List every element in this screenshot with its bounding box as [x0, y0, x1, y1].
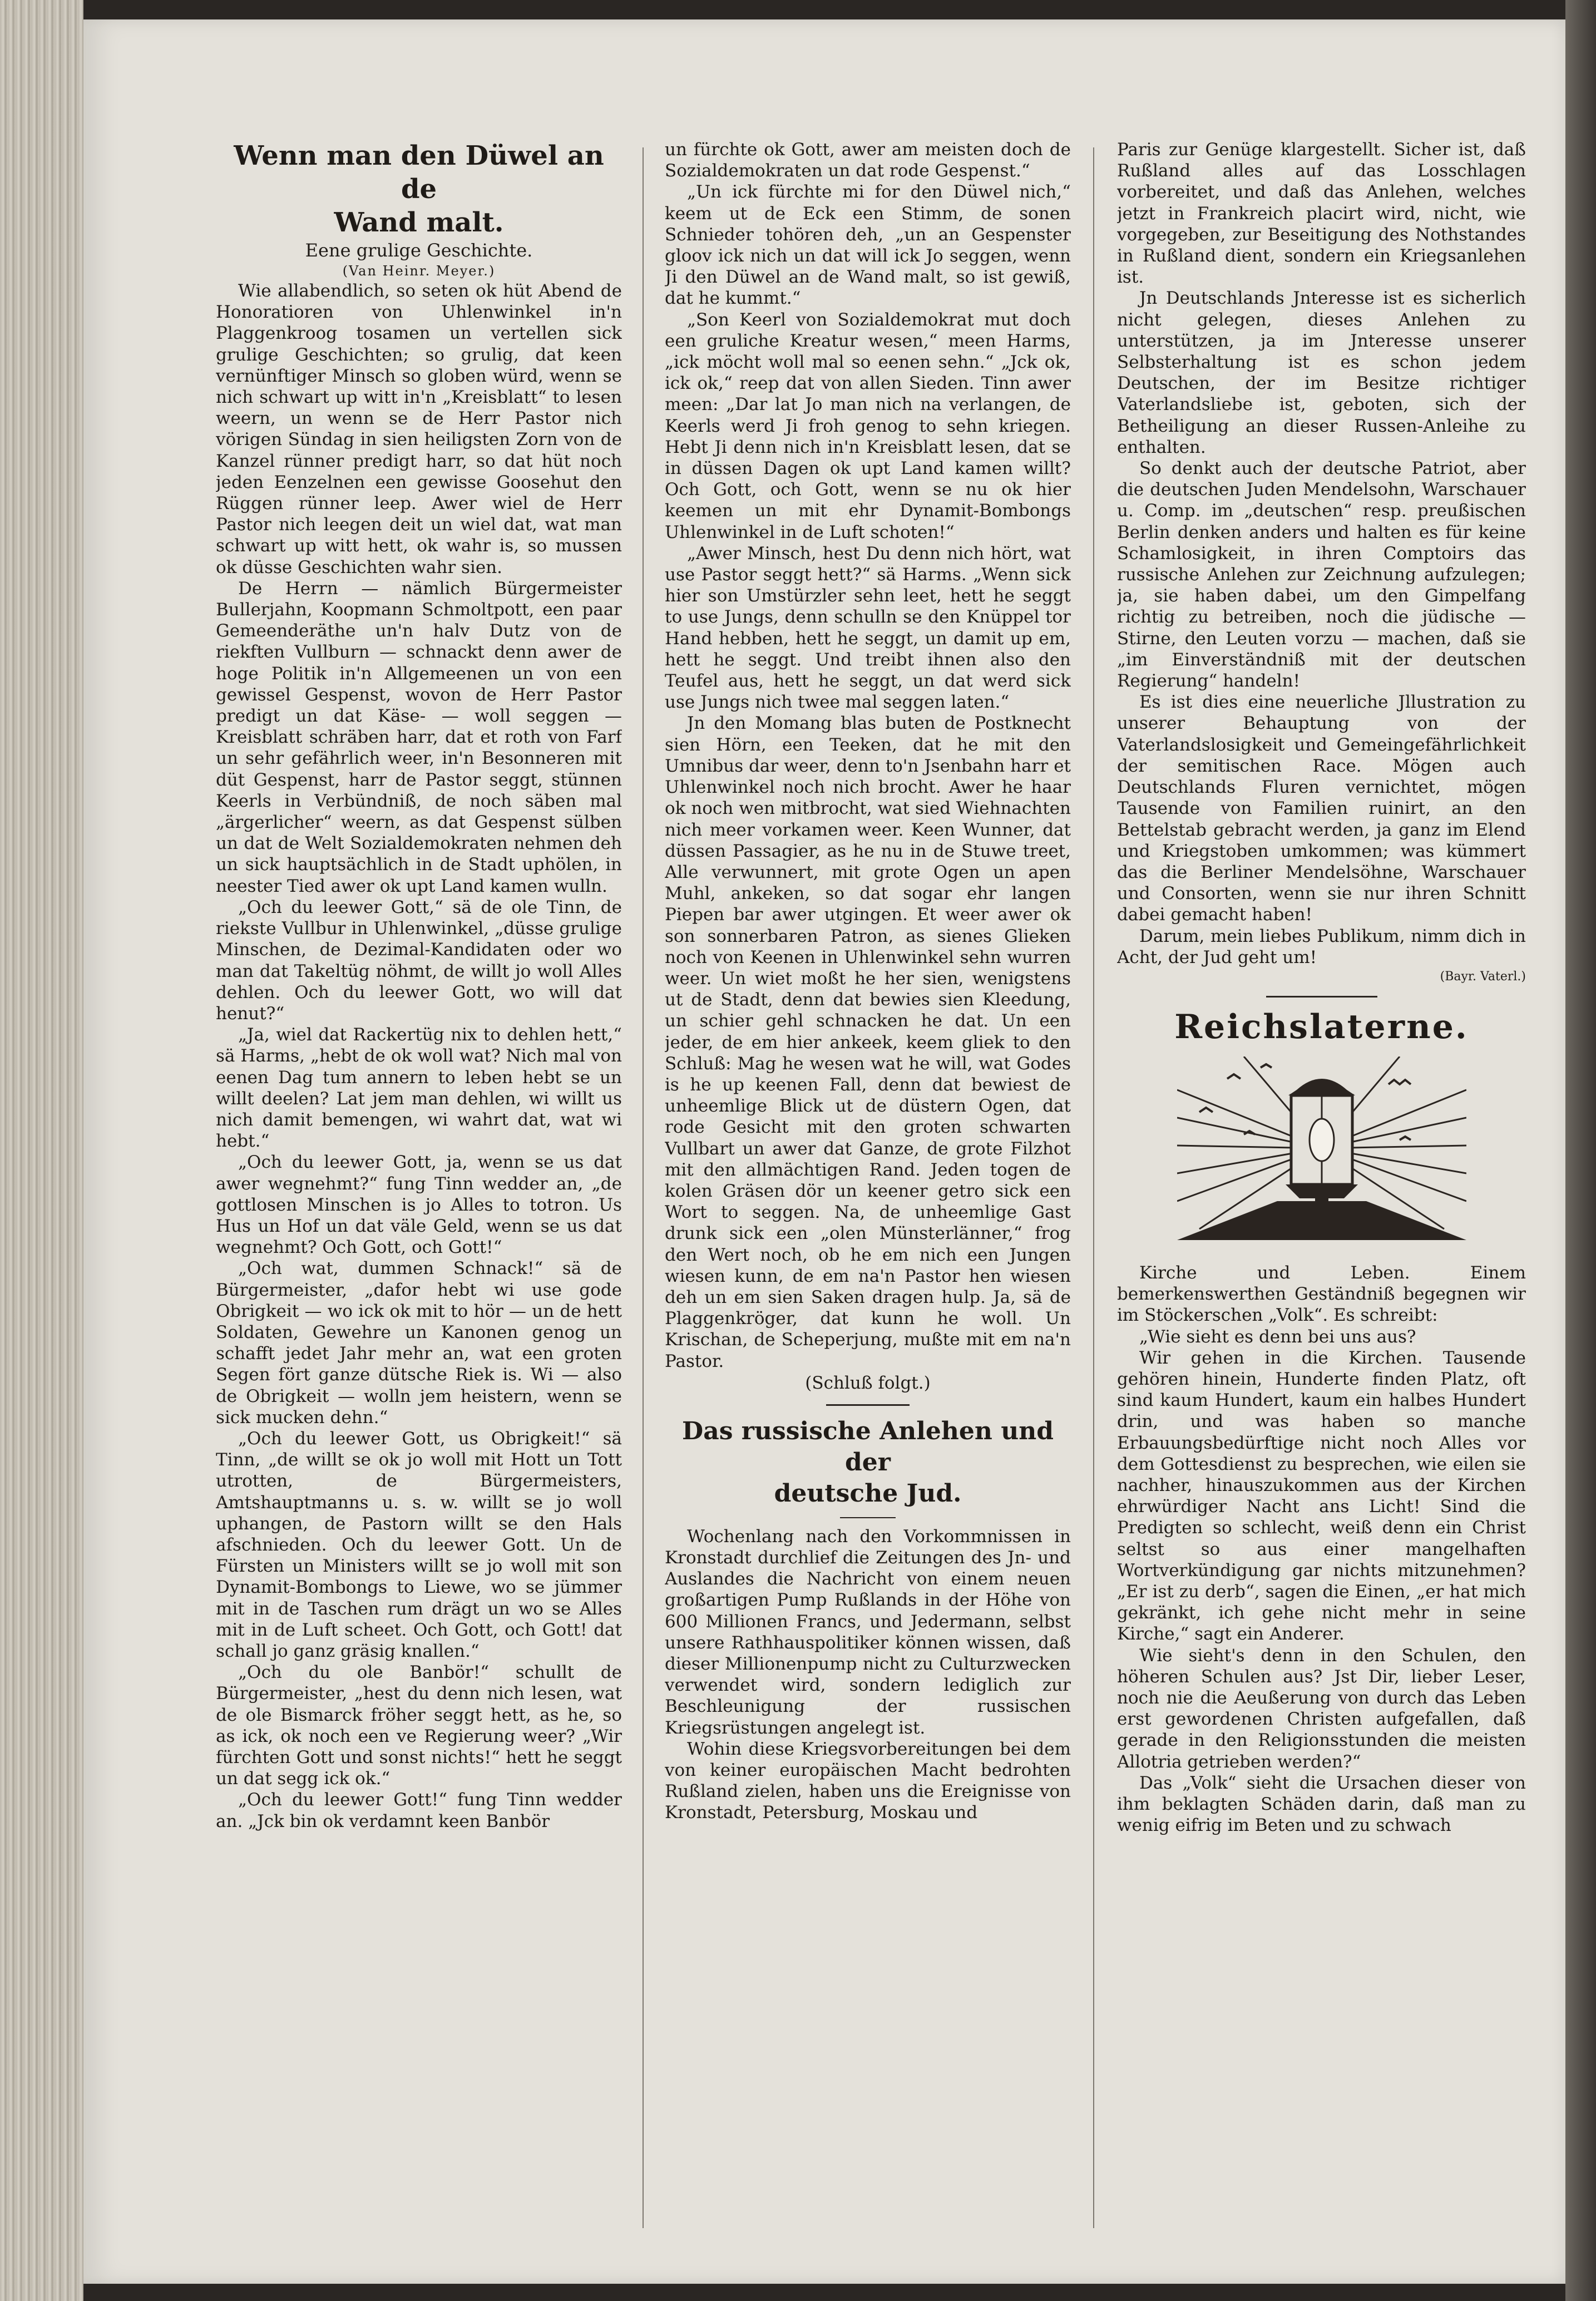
paragraph: „Son Keerl von Sozialdemokrat mut doch een gruliche Kreatur wesen,“ meen Harms, „ick möcht woll mal so eenen sehn.“ „Jck ok, ick ok,“ reep dat von allen Sieden. Tinn awer meen: „Dar lat Jo man nich na verlangen, de Keerls werd Ji froh genog to sehn kriegen. Hebt Ji denn nich in'n Kreisblatt lesen, dat se in düssen Dagen ok upt Land kamen willt? Och Gott, och Gott, wenn se nu ok hier keemen un mit ehr Dynamit-Bombongs Uhlenwinkel in de Luft schoten!“	[665, 309, 1071, 542]
paragraph: Paris zur Genüge klargestellt. Sicher ist, daß Rußland alles auf das Losschlagen vorbereitet, und daß das Anlehen, welches jetzt in Frankreich placirt wird, nicht, wie vorgegeben, zur Beseitigung des Nothstandes in Rußland dient, sondern ein Kriegsanlehen ist.	[1117, 140, 1526, 288]
newspaper-page	[83, 19, 1565, 2284]
paragraph: „Och du ole Banbör!“ schullt de Bürgermeister, „hest du denn nich lesen, wat de ole Bismarck fröher seggt hett, as he, so as ick, ok noch een ve Regierung weer? „Wir fürchten Gott und sonst nichts!“ hett he seggt un dat segg ick ok.“	[216, 1662, 622, 1789]
book-spine-shadow	[1565, 0, 1596, 2301]
paragraph: Kirche und Leben. Einem bemerkenswerthen Geständniß begegnen wir im Stöckerschen „Volk“. Es schreibt:	[1117, 1262, 1526, 1326]
section-divider	[840, 1517, 896, 1518]
section-divider	[826, 1404, 910, 1406]
paragraph: „Och du leewer Gott,“ sä de ole Tinn, de riekste Vullbur in Uhlenwinkel, „düsse grulige Minschen, de Dezimal-Kandidaten oder wo man dat Takeltüg nöhmt, de willt jo woll Alles dehlen. Och du leewer Gott, wo will dat henut?“	[216, 897, 622, 1024]
book-page-edges	[0, 0, 83, 2301]
paragraph: Wochenlang nach den Vorkommnissen in Kronstadt durchlief die Zeitungen des Jn- und Auslandes die Nachricht von einem neuen großartigen Pump Rußlands in der Höhe von 600 Millionen Francs, und Jedermann, selbst unsere Rathhauspolitiker können wissen, daß dieser Millionenpump nicht zu Culturzwecken verwendet wird, sondern lediglich zur Beschleunigung der russischen Kriegsrüstungen angelegt ist.	[665, 1526, 1071, 1738]
lantern-illustration	[1177, 1056, 1466, 1240]
paragraph: Darum, mein liebes Publikum, nimm dich in Acht, der Jud geht um!	[1117, 926, 1526, 967]
column-1	[216, 139, 622, 2231]
paragraph: „Och du leewer Gott, us Obrigkeit!“ sä Tinn, „de willt se ok jo woll mit Hott un Tott utrotten, de Bürgermeisters, Amtshauptmanns u. s. w. willt se jo woll uphangen, de Pastorn willt se den Hals afschnieden. Och du leewer Gott. Un de Fürsten un Ministers willt se jo woll mit son Dynamit-Bombongs to Liewe, wo se jümmer mit in de Taschen rum drägt un wo se Alles mit in de Luft scheet. Och Gott, och Gott! dat schall jo ganz gräsig knallen.“	[216, 1428, 622, 1661]
article-title-line: Das russische Anlehen und der	[682, 1416, 1054, 1477]
paragraph: Jn den Momang blas buten de Postknecht sien Hörn, een Teeken, dat he mit den Umnibus dar weer, denn to'n Jsenbahn harr et Uhlenwinkel noch nich brocht. Awer he haar ok noch wen mitbrocht, wat sied Wiehnachten nich meer vorkamen weer. Keen Wunner, dat düssen Passagier, as he nu in de Stuwe treet, Alle verwunnert, mit grote Ogen un apen Muhl, ankeken, so dat sogar ehr langen Piepen bar awer utgingen. Et weer awer ok son sonnerbaren Patron, as sienes Glieken noch von Keenen in Uhlenwinkel sehn wurren weer. Un wiet moßt he her sien, wenigstens ut de Stadt, denn dat bewies sien Kleedung, un schier gehl schnacken he dat. Un een jeder, de em hier ankeek, keem gliek to den Schluß: Mag he wesen wat he will, wat Godes is he up keenen Fall, denn dat bewiest de unheemlige Blick ut de düstern Ogen, dat rode Gesicht mit den groten schwarten Vullbart un awer dat Ganze, de grote Filzhot mit den allmächtigen Rand. Jeden togen de kolen Gräsen dör un keener getro sick een Wort to seggen. Na, de unheemlige Gast drunk sick een „olen Münsterlänner,“ frog den Wert noch, ob he em nich een Jungen wiesen kunn, de em na'n Pastor hen wiesen deh un em sien Saken dragen hulp. Ja, sä de Plaggenkröger, dat kunn he woll. Un Krischan, de Scheperjung, mußte mit em na'n Pastor.	[665, 713, 1071, 1371]
paragraph: Wie sieht's denn in den Schulen, den höheren Schulen aus? Jst Dir, lieber Leser, noch nie die Aeußerung von durch das Leben erst gewordenen Christen aufgefallen, daß gerade in den Religionsstunden die meisten Allotria getrieben werden?“	[1117, 1645, 1526, 1772]
column-2	[665, 139, 1071, 2231]
article-title	[665, 1416, 1071, 1509]
section-title: Reichslaterne.	[1174, 1007, 1469, 1046]
article-title	[216, 139, 622, 239]
paragraph: „Awer Minsch, hest Du denn nich hört, wat use Pastor seggt hett?“ sä Harms. „Wenn sick hier son Umstürzler sehn leet, hett he seggt to use Jungs, denn schulln se den Knüppel tor Hand hebben, hett he seggt, un damit up em, hett he seggt. Und treibt ihnen also den Teufel aus, hett he seggt, un dat werd sick use Jungs nich twee mal seggen laten.“	[665, 543, 1071, 713]
article-subtitle: Eene grulige Geschichte.	[305, 240, 533, 261]
article-title-line: Wenn man den Düwel an de	[234, 140, 604, 205]
paragraph: „Och du leewer Gott!“ fung Tinn wedder an. „Jck bin ok verdamnt keen Banbör	[216, 1790, 622, 1831]
paragraph: Das „Volk“ sieht die Ursachen dieser von ihm beklagten Schäden darin, daß man zu wenig eifrig im Beten und zu schwach	[1117, 1772, 1526, 1836]
article-title-line: Wand malt.	[334, 207, 504, 238]
source-citation: (Bayr. Vaterl.)	[1440, 969, 1526, 984]
column-3	[1117, 139, 1526, 2231]
paragraph: De Herrn — nämlich Bürgermeister Bullerjahn, Koopmann Schmoltpott, een paar Gemeenderäthe un'n halv Dutz von de riekften Vullburn — schnackt denn awer de hoge Politik in'n Allgemeenen un von een gewissel Gespenst, wovon de Herr Pastor predigt un dat Käse- — woll seggen — Kreisblatt schräben harr, dat et roth von Farf un sehr gefährlich weer, in'n Besonneren mit düt Gespenst, harr de Pastor seggt, stünnen Keerls in Verbündniß, de noch säben mal „ärgerlicher“ weern, as dat Gespenst sülben un dat de Welt Sozialdemokraten nehmen deh un sick hauptsächlich in de Stadt uphölen, in neester Tied awer ok upt Land kamen wulln.	[216, 578, 622, 896]
paragraph: Es ist dies eine neuerliche Jllustration zu unserer Behauptung von der Vaterlandslosigkeit und Gemeingefährlichkeit der semitischen Race. Mögen auch Deutschlands Fluren vernichtet, mögen Tausende von Familien ruinirt, an den Bettelstab gebracht werden, ja ganz im Elend und Kriegstoben umkommen; was kümmert das die Berliner Mendelsöhne, Warschauer und Consorten, wenn sie nur ihren Schnitt dabei gemacht haben!	[1117, 692, 1526, 925]
column-rule	[643, 147, 644, 2228]
paragraph: un fürchte ok Gott, awer am meisten doch de Sozialdemokraten un dat rode Gespenst.“	[665, 140, 1071, 181]
paragraph: „Un ick fürchte mi for den Düwel nich,“ keem ut de Eck een Stimm, de sonen Schnieder tohören deh, „un an Gespenster gloov ick nich un dat will ick Jo seggen, wenn Ji den Düwel an de Wand malt, so ist gewiß, dat he kummt.“	[665, 182, 1071, 309]
paragraph: Wie allabendlich, so seten ok hüt Abend de Honoratioren von Uhlenwinkel in'n Plaggenkroog tosamen un vertellen sick grulige Geschichten; so grulig, dat keen vernünftiger Minsch so globen würd, wenn se nich schwart up witt in'n „Kreisblatt“ to lesen weern, un wenn se de Herr Pastor nich vörigen Sündag in sien heiligsten Zorn von de Kanzel rünner predigt harr, so dat hüt noch jeden Eenzelnen een gewisse Goosehut den Rüggen rünner leep. Awer wiel de Herr Pastor nich leegen deit un wiel dat, wat man schwart up witt hett, ok wahr is, so mussen ok düsse Geschichten wahr sien.	[216, 281, 622, 577]
column-rule	[1093, 147, 1094, 2228]
section-divider	[1266, 996, 1377, 998]
paragraph: Wir gehen in die Kirchen. Tausende gehören hinein, Hunderte finden Platz, oft sind kaum Hundert, kaum ein halbes Hundert drin, und was haben so manche Erbauungsbedürftige nicht noch Alles vor dem Gottesdienst zu besprechen, wie eilen sie nachher, hinauszukommen aus der Kirchen ehrwürdiger Nacht ans Licht! Sind die Predigten so schlecht, weiß denn ein Christ seltst so aus einer mangelhaften Wortverkündigung gar nichts mitzunehmen? „Er ist zu derb“, sagen die Einen, „er hat mich gekränkt, ich gehe nicht mehr in seine Kirche,“ sagt ein Anderer.	[1117, 1347, 1526, 1645]
paragraph: „Ja, wiel dat Rackertüg nix to dehlen hett,“ sä Harms, „hebt de ok woll wat? Nich mal von eenen Dag tum annern to leben hebt se un willt deelen? Lat jem man dehlen, wi willt us nich damit bemengen, wi wahrt dat, wat wi hebt.“	[216, 1025, 622, 1152]
paragraph: „Och du leewer Gott, ja, wenn se us dat awer wegnehmt?“ fung Tinn wedder an, „de gottlosen Minschen is jo Alles to totron. Us Hus un Hof un dat väle Geld, wenn se us dat wegnehmt? Och Gott, och Gott!“	[216, 1152, 622, 1258]
continued-note: (Schluß folgt.)	[805, 1372, 931, 1393]
paragraph: So denkt auch der deutsche Patriot, aber die deutschen Juden Mendelsohn, Warschauer u. Comp. im „deutschen“ resp. preußischen Berlin denken anders und halten es für keine Schamlosigkeit, in ihren Comptoirs das russische Anlehen zur Zeichnung aufzulegen; ja, sie haben dabei, um den Gimpelfang richtig zu betreiben, noch die jüdische — Stirne, den Leuten vorzu — machen, daß sie „im Einverständniß mit der deutschen Regierung“ handeln!	[1117, 458, 1526, 692]
paragraph: „Och wat, dummen Schnack!“ sä de Bürgermeister, „dafor hebt wi use gode Obrigkeit — wo ick ok mit to hör — un de hett Soldaten, Gewehre un Kanonen genog un schafft jedet Jahr mehr an, wat een groten Segen fört ganze dütsche Riek is. Wi — also de Obrigkeit — wolln jem heistern, wenn se sick mucken dehn.“	[216, 1258, 622, 1428]
paragraph: Jn Deutschlands Jnteresse ist es sicherlich nicht gelegen, dieses Anlehen zu unterstützen, ja im Jnteresse unserer Selbsterhaltung ist es schon jedem Deutschen, der im Besitze richtiger Vaterlandsliebe ist, geboten, sich der Betheiligung an dieser Russen-Anleihe zu enthalten.	[1117, 288, 1526, 457]
article-title-line: deutsche Jud.	[774, 1479, 962, 1508]
paragraph: „Wie sieht es denn bei uns aus?	[1139, 1326, 1416, 1347]
paragraph: Wohin diese Kriegsvorbereitungen bei dem von keiner europäischen Macht bedrohten Rußland zielen, haben uns die Ereignisse von Kronstadt, Petersburg, Moskau und	[665, 1739, 1071, 1823]
article-byline: (Van Heinr. Meyer.)	[342, 263, 496, 279]
